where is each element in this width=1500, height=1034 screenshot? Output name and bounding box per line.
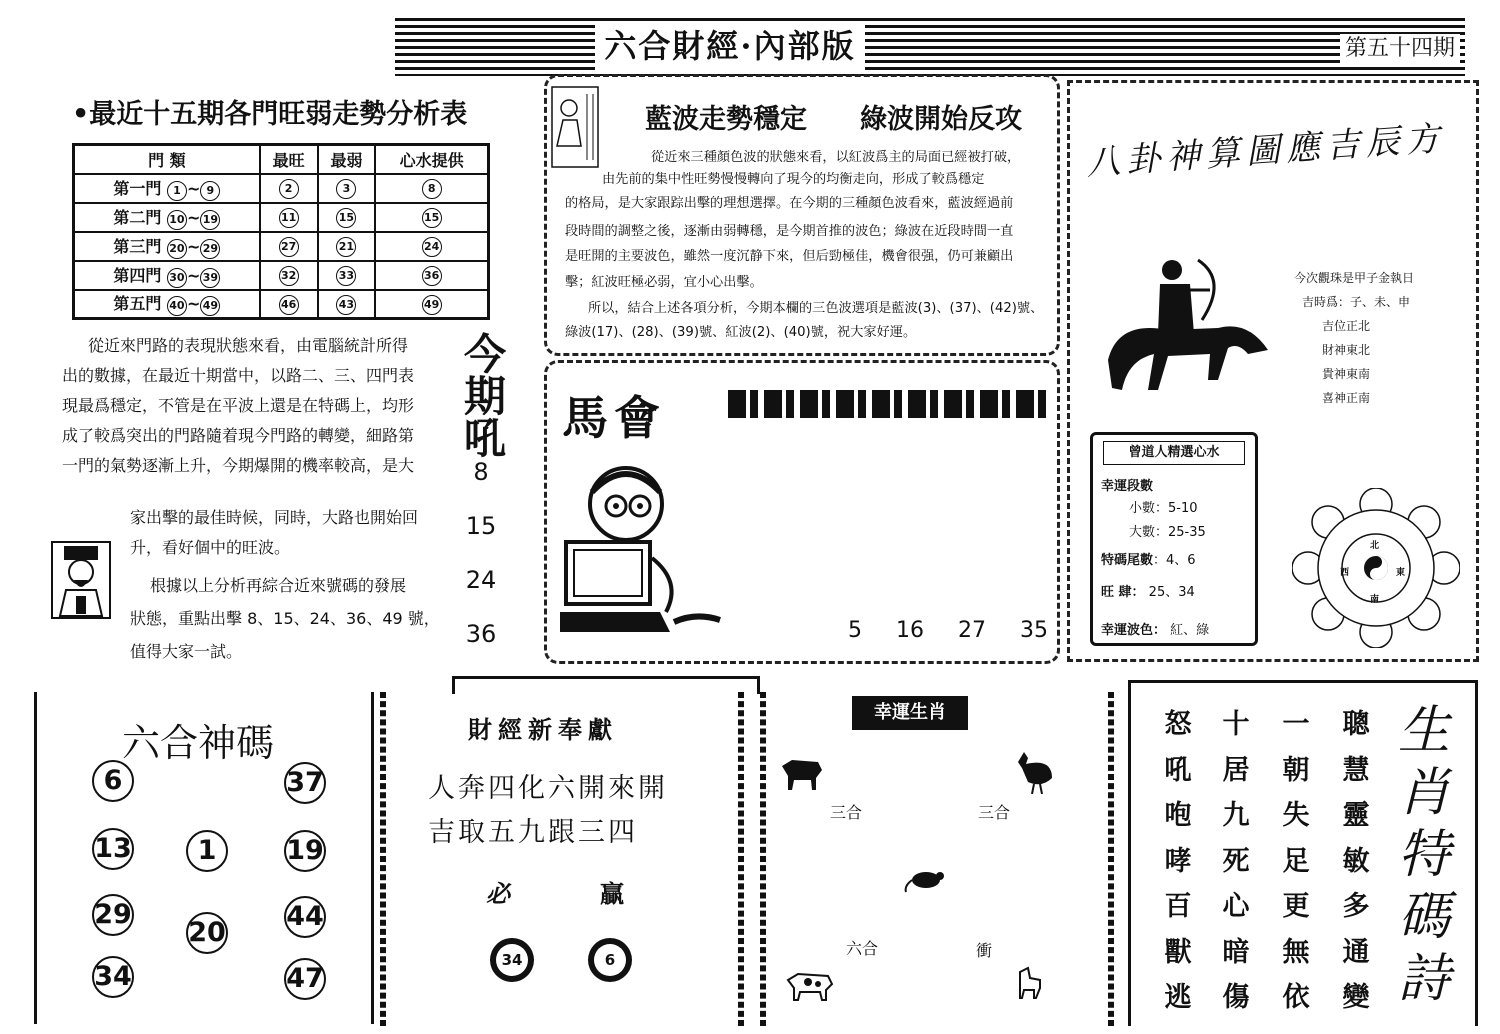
poem-column: 一朝失足更無依	[1282, 709, 1310, 1013]
shenma-ball: 19	[284, 830, 326, 872]
horse-number: 16	[896, 618, 924, 643]
shenma-ball: 6	[92, 760, 134, 802]
shenma-ball: 1	[186, 830, 228, 872]
scholar-figure-icon	[551, 86, 599, 168]
roar-number: 24	[465, 566, 497, 594]
trend-table	[72, 143, 490, 320]
wave-line: 是旺開的主要波色，雖然一度沉静下來，但后勁極佳，機會很强，仍可兼顧出	[565, 249, 1014, 264]
rat-icon	[902, 866, 948, 894]
info-line: 吉時爲：子、未、申	[1302, 295, 1411, 309]
gift-line-1: 人奔四化六開來開	[428, 773, 668, 804]
shenma-ball: 47	[284, 958, 326, 1000]
roar-title: 今 期 吼	[463, 330, 506, 463]
wave-line: 擊；紅波旺極必弱，宜小心出擊。	[565, 275, 763, 290]
divider	[738, 692, 744, 1026]
gift-win: 贏	[600, 879, 624, 908]
para-line: 升，看好個中的旺波。	[130, 538, 291, 557]
horse-number: 5	[848, 618, 862, 643]
horse-club-title: 馬會	[562, 391, 666, 445]
horse-icon	[1014, 966, 1044, 1000]
divider	[760, 692, 766, 1026]
info-line: 貴神東南	[1322, 367, 1371, 381]
table-row: 第三門 20 ~ 29 27 21 24	[74, 232, 489, 261]
wave-line: 綠波(17)、(28)、(39)號、紅波(2)、(40)號，祝大家好運。	[565, 325, 917, 340]
wave-line: 由先前的集中性旺勢慢慢轉向了現今的均衡走向，形成了較爲穩定	[602, 172, 985, 187]
wave-headline-a: 藍波走勢穩定	[645, 104, 807, 135]
shenma-ball: 37	[284, 762, 326, 804]
zodiac-label: 三合	[830, 803, 863, 822]
divider	[1108, 692, 1114, 1026]
para-line: 一門的氣勢逐漸上升，今期爆開的機率較高，是大	[62, 456, 415, 475]
shenma-ball: 44	[284, 896, 326, 938]
wave-line: 從近來三種顏色波的狀態來看，以紅波爲主的局面已經被打破，	[651, 150, 1021, 165]
wave-line: 的格局，是大家跟踪出擊的理想選擇。在今期的三種顏色波看來，藍波經過前	[565, 196, 1014, 211]
table-row: 第一門 1 ~ 9 2 3 8	[74, 174, 489, 203]
gift-panel-top	[452, 676, 760, 694]
para-line: 值得大家一試。	[130, 642, 243, 661]
horse-number: 35	[1020, 618, 1048, 643]
deity-figure-icon	[50, 540, 112, 620]
gift-sure: 必	[486, 879, 510, 908]
gift-ball: 34	[490, 938, 534, 982]
tip-key: 幸運段數	[1101, 479, 1154, 494]
tips-title: 曾道人精選心水	[1103, 441, 1245, 465]
auspicious-info	[1294, 266, 1414, 410]
zodiac-label: 六合	[846, 939, 879, 958]
col-header: 最旺	[260, 145, 318, 174]
wave-line: 所以，結合上述各項分析，今期本欄的三色波選項是藍波(3)、(37)、(42)號、	[588, 301, 1044, 316]
wave-headline-b: 綠波開始反攻	[860, 104, 1022, 135]
table-row: 第五門 40 ~ 49 46 43 49	[74, 290, 489, 319]
info-line: 喜神正南	[1322, 391, 1371, 405]
para-line: 根據以上分析再綜合近來號碼的發展	[150, 576, 407, 595]
info-line: 今次觀珠是甲子金執日	[1294, 271, 1415, 285]
archer-horseman-icon	[1098, 250, 1278, 420]
gift-title: 財經新奉獻	[468, 715, 618, 744]
shenma-ball: 29	[92, 894, 134, 936]
para-line: 狀態，重點出擊 8、15、24、36、49 號，	[130, 609, 440, 628]
shenma-ball: 13	[92, 828, 134, 870]
divider	[380, 692, 386, 1026]
para-line: 成了較爲突出的門路隨着現今門路的轉變，細路第	[62, 426, 415, 445]
shenma-ball: 20	[186, 912, 228, 954]
info-line: 吉位正北	[1322, 319, 1371, 333]
bagua-title: 八卦神算圖應吉辰方	[1085, 118, 1447, 184]
compass-south: 南	[1370, 595, 1380, 605]
zodiac-title: 幸運生肖	[852, 696, 968, 730]
shenma-title: 六合神碼	[122, 721, 275, 765]
wave-line: 段時間的調整之後，逐漸由弱轉穩，是今期首推的波色；綠波在近段時間一直	[565, 224, 1014, 239]
gift-line-2: 吉取五九跟三四	[428, 817, 638, 848]
poem-column: 聰慧靈敏多通變	[1342, 709, 1370, 1013]
poem-title: 生肖特碼詩	[1397, 701, 1450, 1009]
issue-number: 第五十四期	[1340, 34, 1460, 64]
zodiac-label: 三合	[978, 803, 1011, 822]
poem-column: 怒吼咆哮百獸逃	[1164, 709, 1192, 1013]
compass-east: 東	[1396, 568, 1406, 578]
para-line: 現最爲穩定，不管是在平波上還是在特碼上，均形	[62, 396, 415, 415]
masthead: 六合財經·內部版	[595, 22, 865, 70]
para-line: 從近來門路的表現狀態來看，由電腦統計所得	[88, 336, 409, 355]
roar-number: 8	[473, 458, 489, 486]
table-row: 第四門 30 ~ 39 32 33 36	[74, 261, 489, 290]
header-stripes	[395, 18, 1465, 76]
table-row: 第二門 10 ~ 19 11 15 15	[74, 203, 489, 232]
bagua-compass-icon	[1292, 488, 1460, 648]
gift-ball: 6	[588, 938, 632, 982]
horse-number: 27	[958, 618, 986, 643]
col-header: 心水提供	[375, 145, 488, 174]
tips-box: 曾道人精選心水 幸運段數 小數：5-10 大數：25-35 特碼尾數：4、6 旺 肆： 25、34 幸運波色： 紅、綠	[1090, 432, 1258, 646]
col-header: 門 類	[74, 145, 260, 174]
roar-number: 15	[465, 512, 497, 540]
horse-club-numbers	[848, 618, 1048, 643]
poem-column: 十居九死心暗傷	[1222, 709, 1250, 1013]
col-header: 最弱	[318, 145, 376, 174]
trend-title: •最近十五期各門旺弱走勢分析表	[72, 99, 468, 130]
compass-north: 北	[1370, 541, 1380, 551]
cartoon-computer-icon	[556, 462, 726, 642]
info-line: 財神東北	[1322, 343, 1371, 357]
zodiac-label: 衝	[976, 941, 993, 960]
roar-number: 36	[465, 620, 497, 648]
ox-icon	[778, 752, 824, 792]
horse-club-banner	[728, 390, 1046, 418]
para-line: 家出擊的最佳時候，同時，大路也開始回	[130, 508, 419, 527]
compass-west: 西	[1340, 568, 1350, 578]
rooster-icon	[1012, 748, 1056, 794]
cow-icon	[784, 968, 834, 1002]
shenma-ball: 34	[92, 956, 134, 998]
para-line: 出的數據，在最近十期當中，以路二、三、四門表	[62, 366, 415, 385]
